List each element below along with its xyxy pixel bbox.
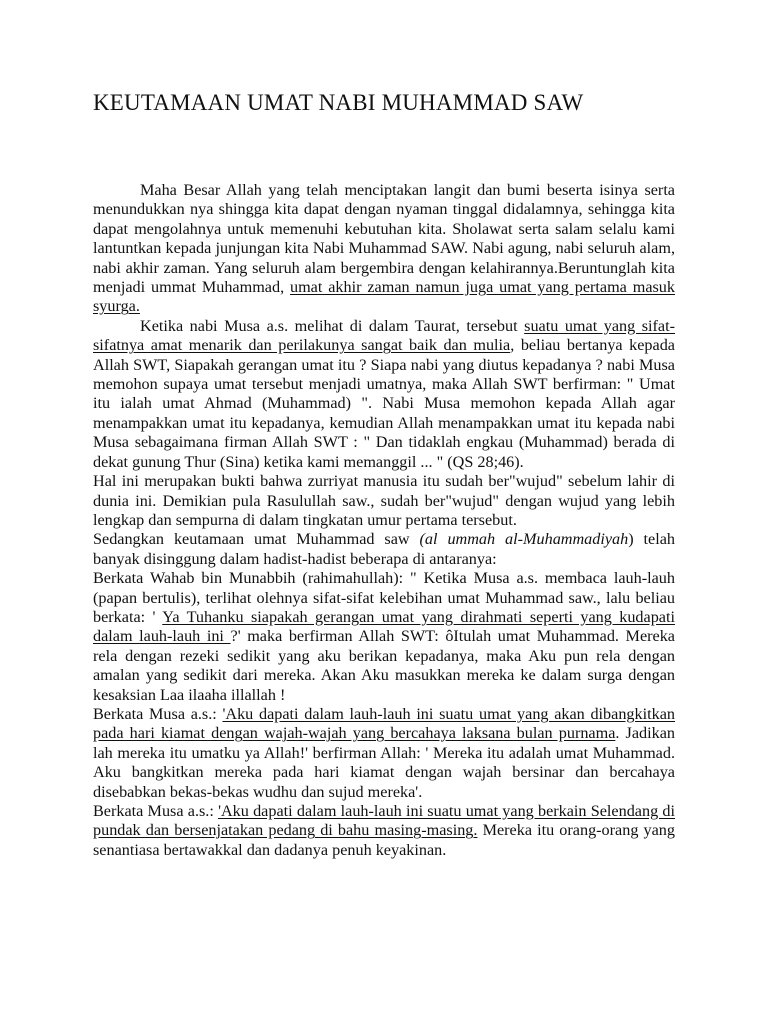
- paragraph-text: Ketika nabi Musa a.s. melihat di dalam Taurat, tersebut: [140, 316, 525, 335]
- paragraph: [93, 317, 675, 472]
- paragraph-text: , beliau bertanya kepada Allah SWT, Siapakah gerangan umat itu ? Siapa nabi yang diutus kepadanya ? nabi Musa memohon supaya umat tersebut menjadi umatnya, maka Allah SWT berfirman: " Umat itu ialah umat Ahmad (Muhammad) ". Nabi Musa memohon kepada Allah agar menampakkan umat itu kepadanya, kemudian Allah menampakkan umat itu kepada nabi Musa sebagaimana firman Allah SWT : " Dan tidaklah engkau (Muhammad) berada di dekat gunung Thur (Sina) ketika kami memanggil ... " (QS 28;46).: [93, 336, 675, 471]
- underlined-text: suatu umat yang sifat-sifatnya amat menarik dan perilakunya sangat baik dan mulia: [93, 316, 675, 355]
- underlined-text: umat akhir zaman namun juga umat yang pertama masuk syurga.: [93, 278, 675, 316]
- paragraph-text: ) telah banyak disinggung dalam hadist-hadist beberapa di antaranya:: [93, 530, 676, 568]
- paragraph: [93, 472, 675, 530]
- document-title: KEUTAMAAN UMAT NABI MUHAMMAD SAW: [93, 90, 584, 115]
- paragraph: [93, 705, 675, 802]
- paragraph-text: Berkata Musa a.s.:: [93, 704, 223, 723]
- paragraph-text: Maha Besar Allah yang telah menciptakan langit dan bumi beserta isinya serta menundukkan nya shingga kita dapat dengan nyaman tinggal didalamnya, sehingga kita dapat mengolahnya untuk memenuhi kebutuhan kita. Sholawat serta salam selalu kami lantuntkan kepada junjungan kita Nabi Muhammad SAW. Nabi agung, nabi seluruh alam, nabi akhir zaman. Yang seluruh alam bergembira dengan kelahirannya.Beruntunglah kita menjadi ummat Muhammad,: [93, 181, 675, 297]
- paragraph-text: Sedangkan keutamaan umat Muhammad saw: [93, 530, 420, 549]
- paragraph-text: Hal ini merupakan bukti bahwa zurriyat manusia itu sudah ber"wujud" sebelum lahir di dunia ini. Demikian pula Rasulullah saw., sudah ber"wujud" dengan wujud yang lebih lengkap dan sempurna di dalam tingkatan umur pertama tersebut.: [93, 472, 675, 529]
- document-body: [93, 181, 675, 860]
- paragraph: [93, 569, 675, 705]
- italic-text: (al ummah al-Muhammadiyah: [419, 530, 629, 549]
- paragraph-text: Mereka itu orang-orang yang senantiasa bertawakkal dan dadanya penuh keyakinan.: [93, 821, 675, 859]
- paragraph-text: Berkata Musa a.s.:: [93, 802, 219, 820]
- paragraph-text: . Jadikan lah mereka itu umatku ya Allah!' berfirman Allah: ' Mereka itu adalah umat Muhammad. Aku bangkitkan mereka pada hari kiamat dengan wajah bersinar dan bercahaya disebabkan bekas-bekas wudhu dan sujud mereka'.: [93, 724, 675, 801]
- paragraph: [93, 530, 675, 569]
- paragraph: [93, 181, 675, 317]
- underlined-text: 'Aku dapati dalam lauh-lauh ini suatu umat yang berkain Selendang di pundak dan bersenjatakan pedang di bahu masing-masing.: [93, 802, 675, 840]
- paragraph-text: Berkata Wahab bin Munabbih (rahimahullah): " Ketika Musa a.s. membaca lauh-lauh (papan bertulis), terlihat olehnya sifat-sifat kelebihan umat Muhammad saw., lalu beliau berkata: ': [93, 569, 675, 626]
- underlined-text: Ya Tuhanku siapakah gerangan umat yang dirahmati seperti yang kudapati dalam lauh-lauh ini: [93, 607, 675, 646]
- paragraph: [93, 802, 675, 860]
- underlined-text: 'Aku dapati dalam lauh-lauh ini suatu umat yang akan dibangkitkan pada hari kiamat dengan wajah-wajah yang bercahaya laksana bulan purnama: [93, 704, 675, 743]
- paragraph-text: ?' maka berfirman Allah SWT: ôItulah umat Muhammad. Mereka rela dengan rezeki sedikit yang aku berikan kepadanya, maka Aku pun rela dengan amalan yang sedikit dari mereka. Akan Aku masukkan mereka ke dalam surga dengan kesaksian Laa ilaaha illallah !: [93, 627, 675, 704]
